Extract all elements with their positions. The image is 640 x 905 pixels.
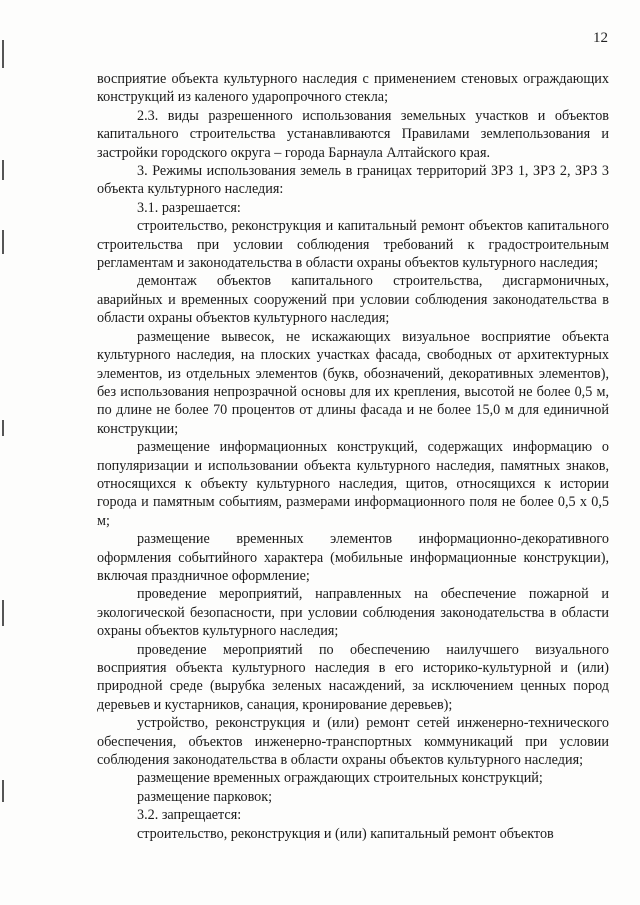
paragraph: 3.1. разрешается: [137, 199, 241, 216]
page-number: 12 [593, 30, 608, 46]
paragraph: 2.3. виды разрешенного использования земельных участков и объектов капитального строительства устанавливаются Правилами землепользования и застройки городского округа – города Барнаула Алтайского края. [97, 107, 609, 161]
scan-edge-mark [2, 230, 4, 254]
document-body [97, 70, 609, 843]
paragraph: 3.2. запрещается: [137, 807, 242, 824]
paragraph: устройство, реконструкция и (или) ремонт сетей инженерно-технического обеспечения, объектов инженерно-транспортных коммуникаций при условии соблюдения законодательства в области охраны объектов культурного наследия; [97, 715, 609, 769]
scan-edge-mark [2, 160, 4, 180]
paragraph: строительство, реконструкция и капитальный ремонт объектов капитального строительства при условии соблюдения требований к градостроительным регламентам и законодательства в области охраны объектов культурного наследия; [97, 218, 609, 272]
paragraph: демонтаж объектов капитального строительства, дисгармоничных, аварийных и временных сооружений при условии соблюдения законодательства в области охраны объектов культурного наследия; [97, 273, 609, 327]
paragraph: строительство, реконструкция и (или) капитальный ремонт объектов [137, 825, 554, 842]
scan-edge-mark [2, 600, 4, 626]
scan-edge-mark [2, 420, 4, 436]
paragraph: проведение мероприятий, направленных на обеспечение пожарной и экологической безопасности, при условии соблюдения законодательства в области охраны объектов культурного наследия; [97, 586, 609, 640]
paragraph: размещение информационных конструкций, содержащих информацию о популяризации и использовании объекта культурного наследия, памятных знаков, относящихся к объекту культурного наследия, щитов, относящихся к истории города и памятным событиям, размерами информационного поля не более 0,5 х 0,5 м; [97, 439, 609, 529]
paragraph: 3. Режимы использования земель в границах территорий ЗРЗ 1, ЗРЗ 2, ЗРЗ 3 объекта культурного наследия: [97, 163, 609, 198]
scan-edge-mark [2, 40, 4, 68]
paragraph: размещение вывесок, не искажающих визуальное восприятие объекта культурного наследия, на плоских участках фасада, свободных от архитектурных элементов, из отдельных элементов (букв, обозначений, декоративных элементов), без использования непрозрачной основы для их крепления, высотой не более 0,5 м, по длине не более 70 процентов от длины фасада и не более 15,0 м для единичной конструкции; [97, 328, 609, 437]
paragraph: размещение временных элементов информационно-декоративного оформления событийного характера (мобильные информационные конструкции), включая праздничное оформление; [97, 531, 609, 584]
paragraph: размещение парковок; [137, 788, 273, 805]
paragraph: размещение временных ограждающих строительных конструкций; [137, 770, 543, 787]
paragraph: проведение мероприятий по обеспечению наилучшего визуального восприятия объекта культурного наследия в его историко-культурной и (или) природной среде (вырубка зеленых насаждений, за исключением ценных пород деревьев и кустарников, санация, кронирование деревьев); [97, 641, 609, 713]
scan-edge-mark [2, 780, 4, 802]
paragraph: восприятие объекта культурного наследия с применением стеновых ограждающих конструкций из каленого ударопрочного стекла; [97, 71, 609, 106]
